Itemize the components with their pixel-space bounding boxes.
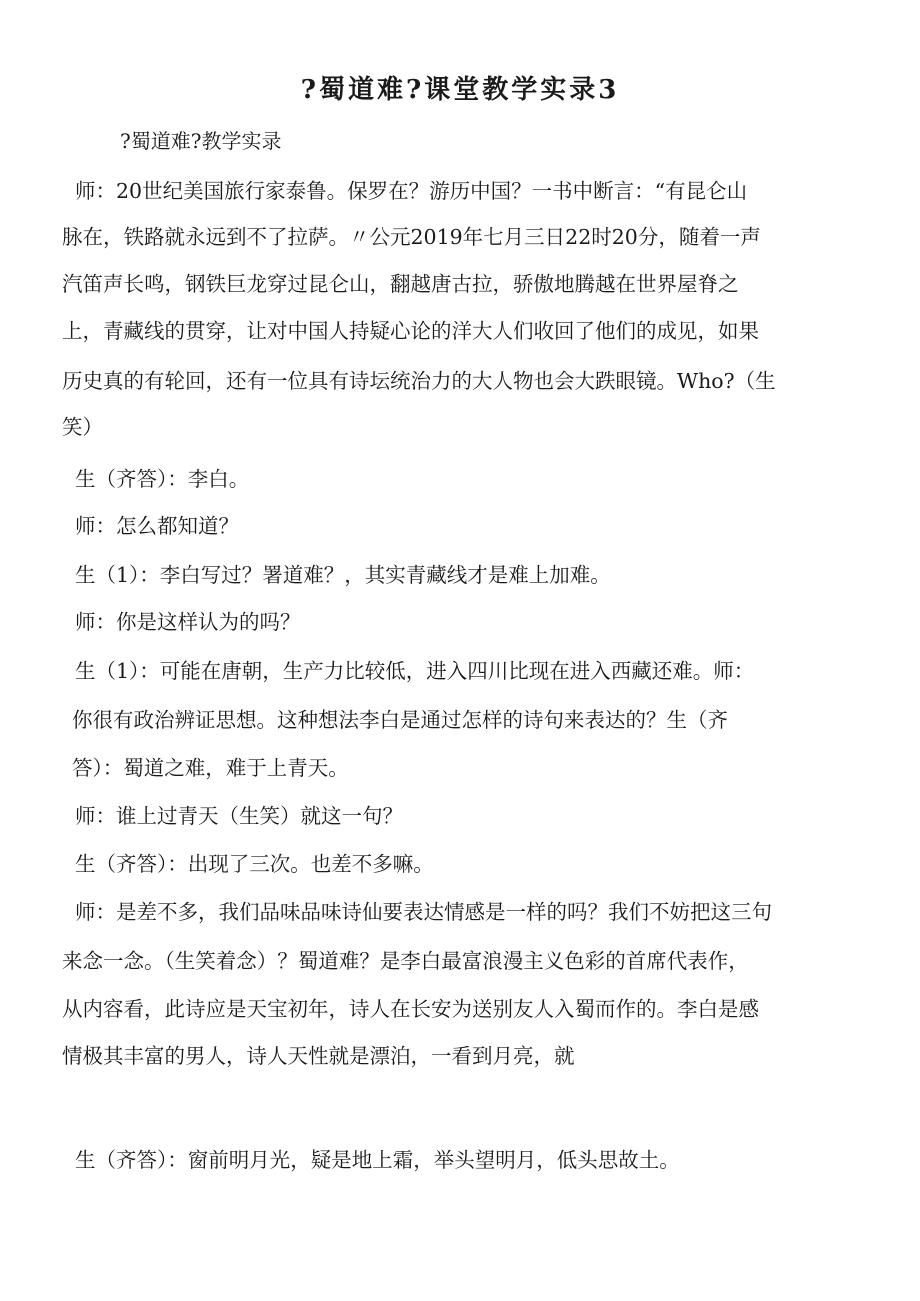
paragraph-line: 师：谁上过青天（生笑）就这一句？ xyxy=(75,804,403,828)
paragraph-line: 上，青藏线的贯穿，让对中国人持疑心论的洋大人们收回了他们的成见，如果 xyxy=(62,319,759,343)
paragraph-line: 答）：蜀道之难，难于上青天。 xyxy=(72,756,349,780)
paragraph-line: 你很有政治辨证思想。这种想法李白是通过怎样的诗句来表达的？生（齐 xyxy=(72,708,728,732)
paragraph-line: 师：20世纪美国旅行家泰鲁。保罗在？游历中国？一书中断言：“有昆仑山 xyxy=(75,179,748,203)
paragraph-line: 脉在，铁路就永远到不了拉萨。〃公元2019年七月三日22时20分，随着一声 xyxy=(62,225,761,249)
paragraph-line: 生（1）：可能在唐朝，生产力比较低，进入四川比现在进入西藏还难。师： xyxy=(75,659,755,683)
paragraph-line: 历史真的有轮回，还有一位具有诗坛统治力的大人物也会大跌眼镜。Who?（生 xyxy=(62,369,776,393)
paragraph-line: 笑） xyxy=(62,415,103,439)
paragraph-line: 师：怎么都知道？ xyxy=(75,514,239,538)
paragraph-line: 师：你是这样认为的吗？ xyxy=(75,610,301,634)
paragraph-line: 生（齐答）：出现了三次。也差不多嘛。 xyxy=(75,852,434,876)
paragraph-line: 师：是差不多，我们品味品味诗仙要表达情感是一样的吗？我们不妨把这三句 xyxy=(75,900,772,924)
paragraph-line: 生（1）：李白写过？署道难？，其实青藏线才是难上加难。 xyxy=(75,563,611,587)
paragraph-line: 生（齐答）：窗前明月光，疑是地上霜，举头望明月，低头思故土。 xyxy=(75,1148,680,1172)
paragraph-line: 汽笛声长鸣，钢铁巨龙穿过昆仑山，翻越唐古拉，骄傲地腾越在世界屋脊之 xyxy=(62,272,739,296)
paragraph-line: 来念一念。（生笑着念）？蜀道难？是李白最富浪漫主义色彩的首席代表作， xyxy=(62,949,749,973)
document-subtitle: ?蜀道难?教学实录 xyxy=(120,129,282,153)
paragraph-line: 从内容看，此诗应是天宝初年，诗人在长安为送别友人入蜀而作的。李白是感 xyxy=(62,997,759,1021)
document-title: ?蜀道难?课堂教学实录3 xyxy=(300,75,620,105)
paragraph-line: 生（齐答）：李白。 xyxy=(75,467,250,491)
paragraph-line: 情极其丰富的男人，诗人天性就是漂泊，一看到月亮，就 xyxy=(62,1044,575,1068)
